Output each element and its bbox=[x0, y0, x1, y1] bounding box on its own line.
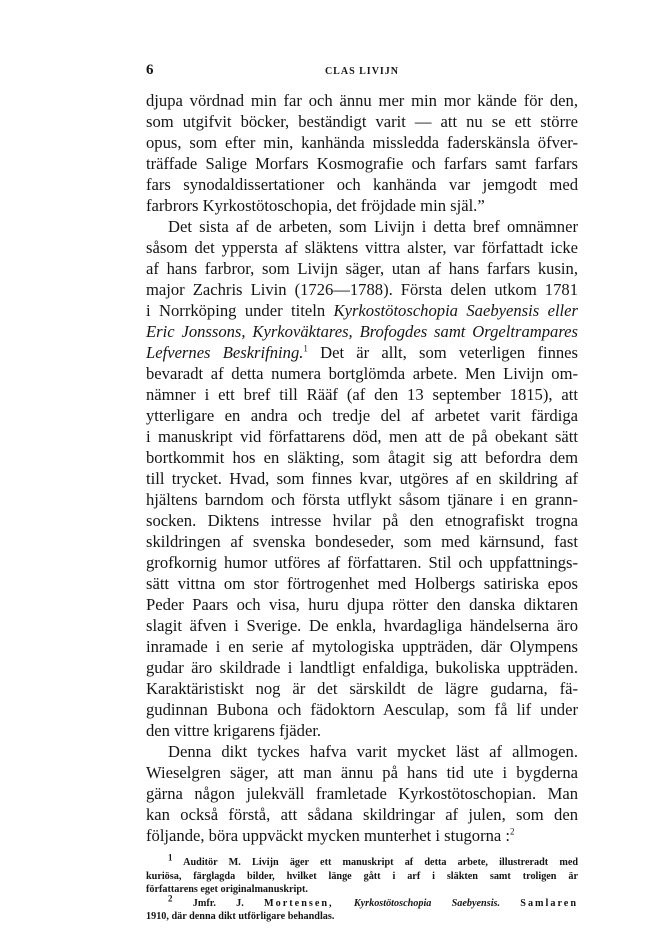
text-line bbox=[146, 342, 578, 363]
text-line: Karaktäristiskt nog är det särskildt de lägre gudarna, fä- bbox=[146, 679, 578, 698]
text-line: Peder Paars och visa, huru djupa rötter den danska diktaren bbox=[146, 595, 578, 614]
text-line: skildringen af svenska bondeseder, som med kärnsund, fast bbox=[146, 532, 578, 551]
body-text bbox=[146, 90, 578, 846]
text-line: träffade Salige Morfars Kosmografie och farfars samt farfars bbox=[146, 154, 578, 173]
text-line: den vittre krigarens fjäder. bbox=[146, 721, 322, 740]
running-head: CLAS LIVIJN bbox=[324, 66, 400, 77]
text-line bbox=[146, 321, 578, 342]
text-line: gudinnan Bubona och fädoktorn Aesculap, som få lif under bbox=[146, 700, 578, 719]
text-line: gärna någon julekväll framletade Kyrkostötoschopian. Man bbox=[146, 784, 578, 803]
footnote-author: Mortensen, bbox=[264, 897, 334, 909]
footnote-line bbox=[146, 893, 578, 911]
book-page bbox=[146, 62, 578, 924]
footnotes bbox=[146, 852, 579, 924]
footnote-line bbox=[146, 852, 579, 870]
text-line: socken. Diktens intresse hvilar på den etnografiskt trogna bbox=[146, 511, 578, 530]
text-line: nämner i ett bref till Rääf (af den 13 september 1815), att bbox=[146, 385, 578, 404]
footnote-text: Auditör M. Livijn äger ett manuskript af detta arbete, illustreradt med bbox=[183, 857, 579, 868]
footnote-line: 1910, där denna dikt utförligare behandlas. bbox=[146, 911, 335, 922]
text-line: ytterligare en andra och tredje del af arbetet varit färdiga bbox=[146, 406, 578, 425]
text-line: som utgifvit böcker, beständigt varit — att nu se ett större bbox=[146, 112, 578, 131]
text-line: af hans farbror, som Livijn säger, utan af hans farfars kusin, bbox=[146, 259, 578, 278]
text-line: Det sista af de arbeten, som Livijn i detta bref omnämner bbox=[168, 217, 578, 236]
text-segment: i Norrköping under titeln bbox=[146, 301, 326, 320]
text-line: i manuskript vid författarens död, men att de på obekant sätt bbox=[146, 427, 578, 446]
text-line: sätt vittna om stor förtrogenhet med Holbergs satiriska epos bbox=[146, 574, 578, 593]
text-line: såsom det yppersta af släktens vittra alster, var författadt icke bbox=[146, 238, 578, 257]
footnote-ref-1: 1 bbox=[303, 343, 308, 354]
text-line: bortkommit hos en släkting, som åtagit sig att befordra dem bbox=[146, 448, 578, 467]
italic-title: Lefvernes Beskrifning. bbox=[146, 343, 304, 362]
footnote-series: Samlaren bbox=[520, 897, 578, 909]
text-line: farbrors Kyrkostötoschopia, det fröjdade min själ.” bbox=[146, 196, 485, 215]
text-line bbox=[146, 825, 578, 846]
page-header bbox=[146, 62, 578, 90]
text-line: djupa vördnad min far och ännu mer min mor kände för den, bbox=[146, 91, 578, 110]
footnote-title: Kyrkostötoschopia Saebyensis. bbox=[353, 897, 501, 909]
text-line: gudar äro skildrade i landtligt enfaldiga, bukoliska uppträden. bbox=[146, 658, 578, 677]
text-segment: Det är allt, som veterligen finnes bbox=[320, 343, 578, 362]
text-line: kan också förstå, att sådana skildringar af julen, som den bbox=[146, 805, 578, 824]
footnote-mark-1: 1 bbox=[168, 852, 173, 863]
text-segment: följande, böra uppväckt mycken munterhet i stugorna : bbox=[146, 826, 511, 845]
text-line: fars synodaldissertationer och kanhända var jemgodt med bbox=[146, 175, 578, 194]
footnote-line: kuriösa, färglagda bilder, hvilket länge gått i arf i släkten samt troligen är bbox=[146, 870, 578, 882]
text-line: slagit äfven i Sverige. De enkla, hvardagliga händelserna äro bbox=[146, 616, 578, 635]
text-line: inramade i en serie af mytologiska uppträden, där Olympens bbox=[146, 637, 578, 656]
footnote-line: författarens eget originalmanuskript. bbox=[146, 884, 308, 895]
text-line: Wieselgren säger, att man ännu på hans tid ute i bygderna bbox=[146, 763, 578, 782]
text-line bbox=[146, 300, 578, 321]
italic-title: Kyrkostötoschopia Saebyensis eller bbox=[333, 301, 578, 320]
italic-title: Eric Jonssons, Kyrkoväktares, Brofogdes samt Orgeltrampares bbox=[146, 322, 578, 341]
text-line: bevaradt af detta numera bortglömda arbete. Men Livijn om- bbox=[146, 364, 578, 383]
text-line: till trycket. Hvad, som finnes kvar, utgöres af en skildring af bbox=[146, 469, 578, 488]
text-line: hjältens barndom och första utflykt såsom tjänare i en grann- bbox=[146, 490, 578, 509]
page-number: 6 bbox=[146, 62, 154, 78]
text-line: major Zachris Livin (1726—1788). Första delen utkom 1781 bbox=[146, 280, 578, 299]
footnote-ref-2: 2 bbox=[510, 826, 515, 837]
text-line: grofkornig humor utföres af författaren. Stil och uppfattnings- bbox=[146, 553, 578, 572]
text-line: opus, som efter min, kanhända missledda faderskänsla öfver- bbox=[146, 133, 578, 152]
footnote-prefix: Jmfr. J. bbox=[192, 897, 244, 909]
text-line: Denna dikt tyckes hafva varit mycket läst af allmogen. bbox=[168, 742, 578, 761]
footnote-mark-2: 2 bbox=[168, 893, 173, 904]
